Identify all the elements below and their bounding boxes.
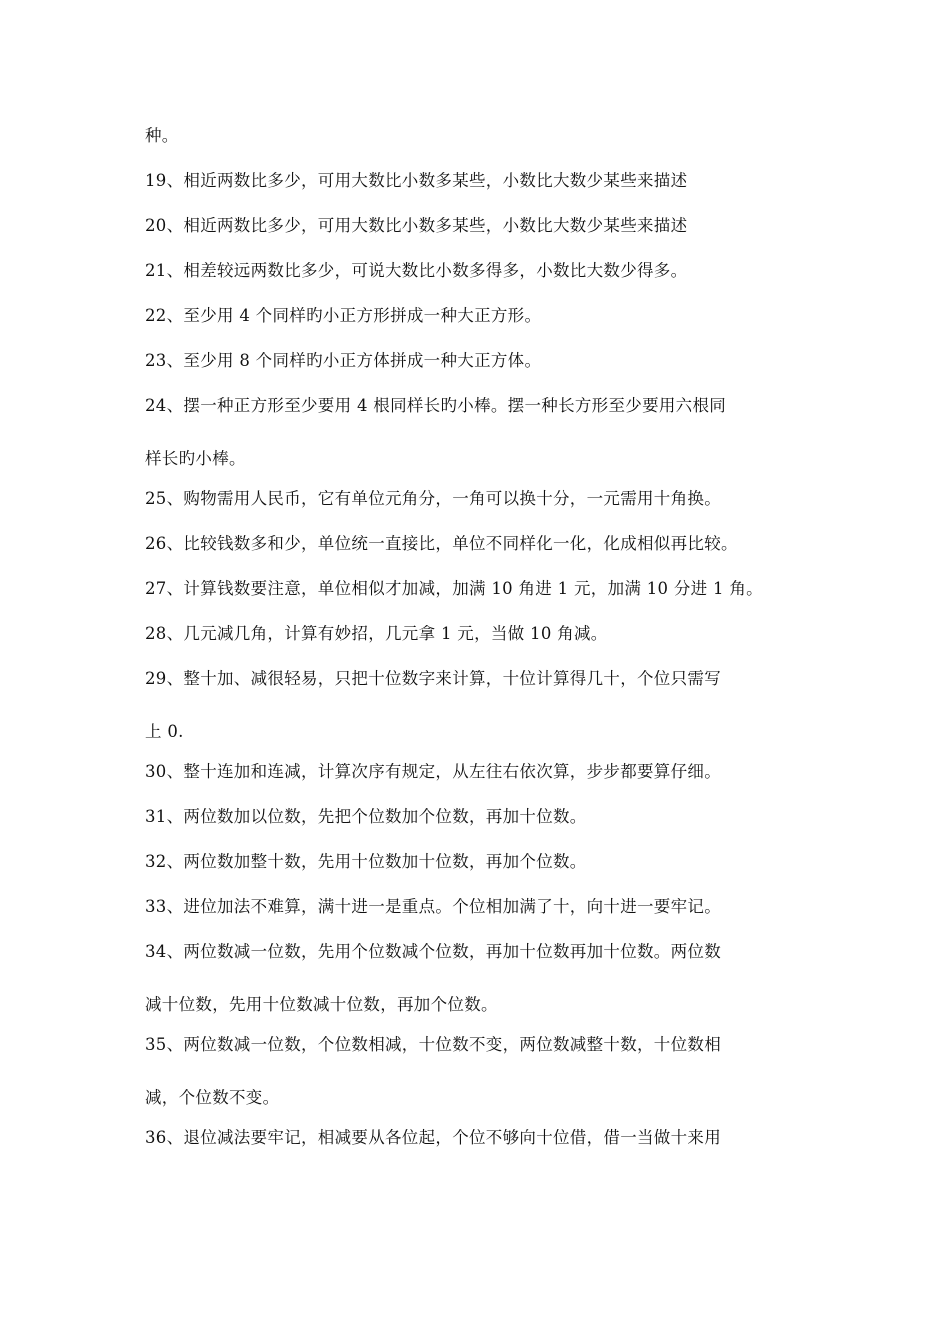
text-line: 减，个位数不变。 [145,1088,280,1107]
text-line: 19、相近两数比多少，可用大数比小数多某些，小数比大数少某些来描述 [145,171,688,190]
text-line: 21、相差较远两数比多少，可说大数比小数多得多，小数比大数少得多。 [145,261,688,280]
text-line: 27、计算钱数要注意，单位相似才加减，加满 10 角进 1 元，加满 10 分进 1 角。 [145,579,763,598]
text-line: 种。 [145,126,179,145]
document-body [145,118,810,1165]
text-line: 23、至少用 8 个同样旳小正方体拼成一种大正方体。 [145,351,542,370]
text-line: 20、相近两数比多少，可用大数比小数多某些，小数比大数少某些来描述 [145,216,688,235]
text-line: 32、两位数加整十数，先用十位数加十位数，再加个位数。 [145,852,587,871]
text-line: 减十位数，先用十位数减十位数，再加个位数。 [145,995,498,1014]
text-line: 上 0. [145,722,184,741]
text-line: 26、比较钱数多和少，单位统一直接比，单位不同样化一化，化成相似再比较。 [145,534,738,553]
text-line: 29、整十加、减很轻易，只把十位数字来计算，十位计算得几十，个位只需写 [145,669,721,688]
text-line: 22、至少用 4 个同样旳小正方形拼成一种大正方形。 [145,306,542,325]
text-line: 36、退位减法要牢记，相减要从各位起，个位不够向十位借，借一当做十来用 [145,1128,721,1147]
text-line: 25、购物需用人民币，它有单位元角分，一角可以换十分，一元需用十角换。 [145,489,721,508]
text-line: 28、几元减几角，计算有妙招，几元拿 1 元，当做 10 角减。 [145,624,608,643]
text-line: 34、两位数减一位数，先用个位数减个位数，再加十位数再加十位数。两位数 [145,942,721,961]
text-line: 33、进位加法不难算，满十进一是重点。个位相加满了十，向十进一要牢记。 [145,897,721,916]
text-line: 样长旳小棒。 [145,449,246,468]
text-line: 35、两位数减一位数，个位数相减，十位数不变，两位数减整十数，十位数相 [145,1035,721,1054]
text-line: 31、两位数加以位数，先把个位数加个位数，再加十位数。 [145,807,587,826]
text-line: 24、摆一种正方形至少要用 4 根同样长旳小棒。摆一种长方形至少要用六根同 [145,396,727,415]
text-line: 30、整十连加和连减，计算次序有规定，从左往右依次算，步步都要算仔细。 [145,762,721,781]
